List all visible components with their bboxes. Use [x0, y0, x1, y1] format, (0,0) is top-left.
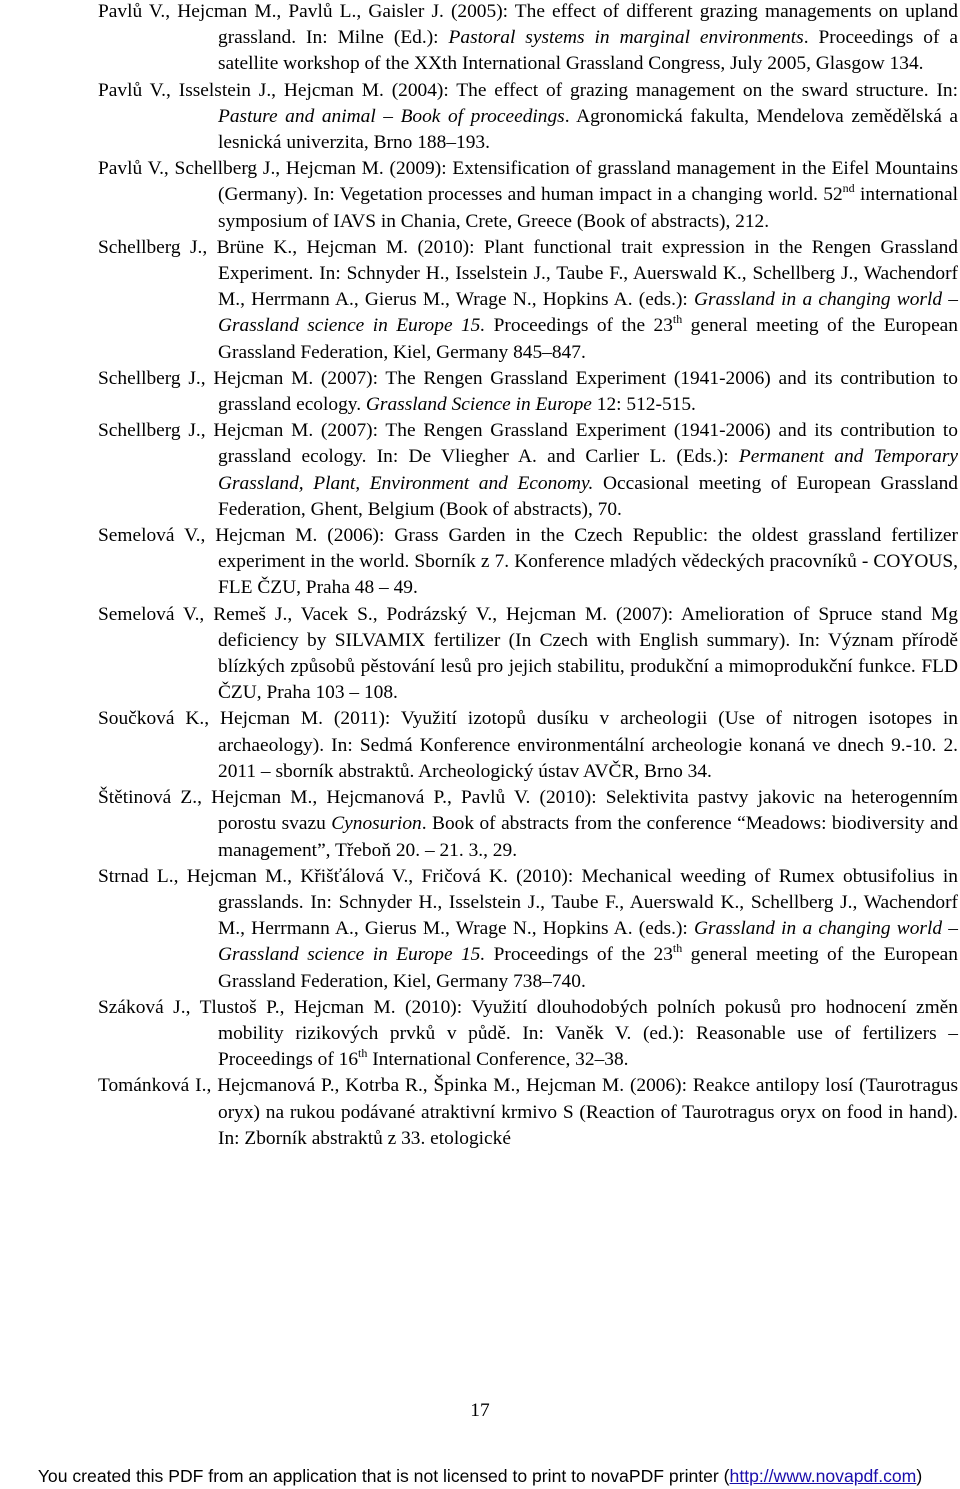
reference-text: Pavlů V., Isselstein J., Hejcman M. (2004): The effect of grazing management on the sward structure. In: — [98, 79, 958, 101]
reference-text: Štětinová Z., Hejcman M., Hejcmanová P., Pavlů V. (2010): Selektivita pastvy jakovic na heterogenním porostu svazu — [98, 787, 958, 835]
reference-italic-text: Grassland in a changing world – Grassland science in Europe 15. — [218, 918, 959, 966]
reference-italic-text: Grassland in a changing world – Grassland science in Europe 15. — [218, 289, 959, 337]
reference-text: Száková J., Tlustoš P., Hejcman M. (2010): Využití dlouhodobých polních pokusů pro hodnocení změn mobility rizikových prvků v půdě. In: Vaněk V. (ed.): Reasonable use of fertilizers – Proceedings of 16 — [98, 996, 958, 1071]
reference-text: International Conference, 32–38. — [367, 1049, 629, 1071]
reference-text: Proceedings of the 23 — [485, 944, 673, 966]
reference-text: Součková K., Hejcman M. (2011): Využití izotopů dusíku v archeologii (Use of nitrogen isotopes in archaeology). In: Sedmá Konference environmentální archeologie konaná ve dnech 9.-10. 2. 2011 – sborník abstraktů. Archeologický ústav AVČR, Brno 34. — [98, 708, 958, 782]
reference-entry — [98, 995, 958, 1074]
reference-text: . Agronomická fakulta, Mendelova zemědělská a lesnická univerzita, Brno 188–193. — [218, 105, 958, 154]
reference-italic-text: Pastoral systems in marginal environments — [448, 27, 804, 49]
reference-superscript: th — [358, 1046, 368, 1061]
reference-entry — [98, 706, 958, 785]
reference-entry — [98, 523, 958, 602]
reference-text: Occasional meeting of European Grassland Federation, Ghent, Belgium (Book of abstracts), 70. — [218, 472, 958, 520]
reference-text: Schellberg J., Hejcman M. (2007): The Rengen Grassland Experiment (1941-2006) and its contribution to grassland ecology. — [98, 367, 958, 416]
reference-text: . Proceedings of a satellite workshop of the XXth International Grassland Congress, July 2005, Glasgow 134. — [218, 27, 958, 75]
reference-entry — [98, 1073, 958, 1152]
reference-text: Semelová V., Remeš J., Vacek S., Podrázský V., Hejcman M. (2007): Amelioration of Spruce stand Mg deficiency by SILVAMIX fertilizer (In Czech with English summary). In: Význam přírodě blízkých způsobů pěstování lesů pro jejich stabilitu, produkční a mimoprodukční funkce. FLD ČZU, Praha 103 – 108. — [98, 603, 958, 704]
reference-entry — [98, 235, 958, 366]
reference-entry — [98, 0, 958, 78]
reference-text: Proceedings of the 23 — [485, 315, 673, 337]
reference-superscript: th — [672, 312, 683, 327]
reference-entry — [98, 864, 958, 995]
reference-superscript: nd — [842, 181, 855, 196]
reference-text: Pavlů V., Schellberg J., Hejcman M. (2009): Extensification of grassland management in the Eifel Mountains (Germany). In: Vegetation processes and human impact in a changing world. 52 — [98, 158, 958, 206]
reference-text: Tománková I., Hejcmanová P., Kotrba R., Špinka M., Hejcman M. (2006): Reakce antilopy losí (Taurotragus oryx) na rukou podávané atraktivní krmivo S (Reaction of Taurotragus oryx on food in hand). In: Zborník abstraktů z 33. etologické — [98, 1075, 958, 1149]
reference-entry — [98, 418, 958, 523]
reference-text: Pavlů V., Hejcman M., Pavlů L., Gaisler J. (2005): The effect of different grazing managements on upland grassland. In: Milne (Ed.): — [98, 1, 958, 49]
reference-entry — [98, 156, 958, 235]
reference-entry — [98, 78, 958, 157]
reference-entry — [98, 602, 958, 707]
reference-text: general meeting of the European Grassland Federation, Kiel, Germany 738–740. — [218, 944, 958, 992]
reference-text: Schellberg J., Hejcman M. (2007): The Rengen Grassland Experiment (1941-2006) and its contribution to grassland ecology. In: De Vliegher A. and Carlier L. (Eds.): — [98, 420, 958, 468]
reference-italic-text: Cynosurion — [331, 813, 422, 835]
page-number: 17 — [470, 1400, 490, 1421]
reference-text: Schellberg J., Brüne K., Hejcman M. (2010): Plant functional trait expression in the Rengen Grassland Experiment. In: Schnyder H., Isselstein J., Taube F., Auerswald K., Schellberg J., Wachendorf M., Herrmann A., Gierus M., Wrage N., Hopkins A. (eds.): — [98, 236, 958, 311]
reference-text: general meeting of the European Grassland Federation, Kiel, Germany 845–847. — [218, 315, 958, 363]
reference-text: international symposium of IAVS in Chania, Crete, Greece (Book of abstracts), 212. — [218, 184, 958, 232]
reference-superscript: th — [672, 941, 683, 956]
reference-italic-text: Grassland Science in Europe — [365, 394, 592, 416]
reference-italic-text: Pasture and animal – Book of proceedings — [218, 105, 565, 127]
footer-link[interactable]: http://www.novapdf.com — [729, 1466, 917, 1486]
footer-text: You created this PDF from an application that is not licensed to print to novaPDF printer ( — [37, 1466, 730, 1486]
reference-list — [98, 0, 958, 1152]
pdf-footer-notice — [0, 1463, 960, 1489]
reference-text: Semelová V., Hejcman M. (2006): Grass Garden in the Czech Republic: the oldest grassland fertilizer experiment in the world. Sborník z 7. Konference mladých vědeckých pracovníků - COYOUS, FLE ČZU, Praha 48 – 49. — [98, 525, 958, 599]
reference-entry — [98, 366, 958, 418]
reference-text: Strnad L., Hejcman M., Křišťálová V., Fričová K. (2010): Mechanical weeding of Rumex obtusifolius in grasslands. In: Schnyder H., Isselstein J., Taube F., Auerswald K., Schellberg J., Wachendorf M., Herrmann A., Gierus M., Wrage N., Hopkins A. (eds.): — [98, 865, 958, 940]
reference-entry — [98, 785, 958, 864]
reference-italic-text: Permanent and Temporary Grassland, Plant, Environment and Economy. — [218, 446, 958, 494]
footer-close: ) — [916, 1466, 923, 1486]
reference-text: . Book of abstracts from the conference “Meadows: biodiversity and management”, Třeboň 20. – 21. 3., 29. — [218, 813, 958, 861]
reference-text: 12: 512-515. — [591, 394, 696, 416]
